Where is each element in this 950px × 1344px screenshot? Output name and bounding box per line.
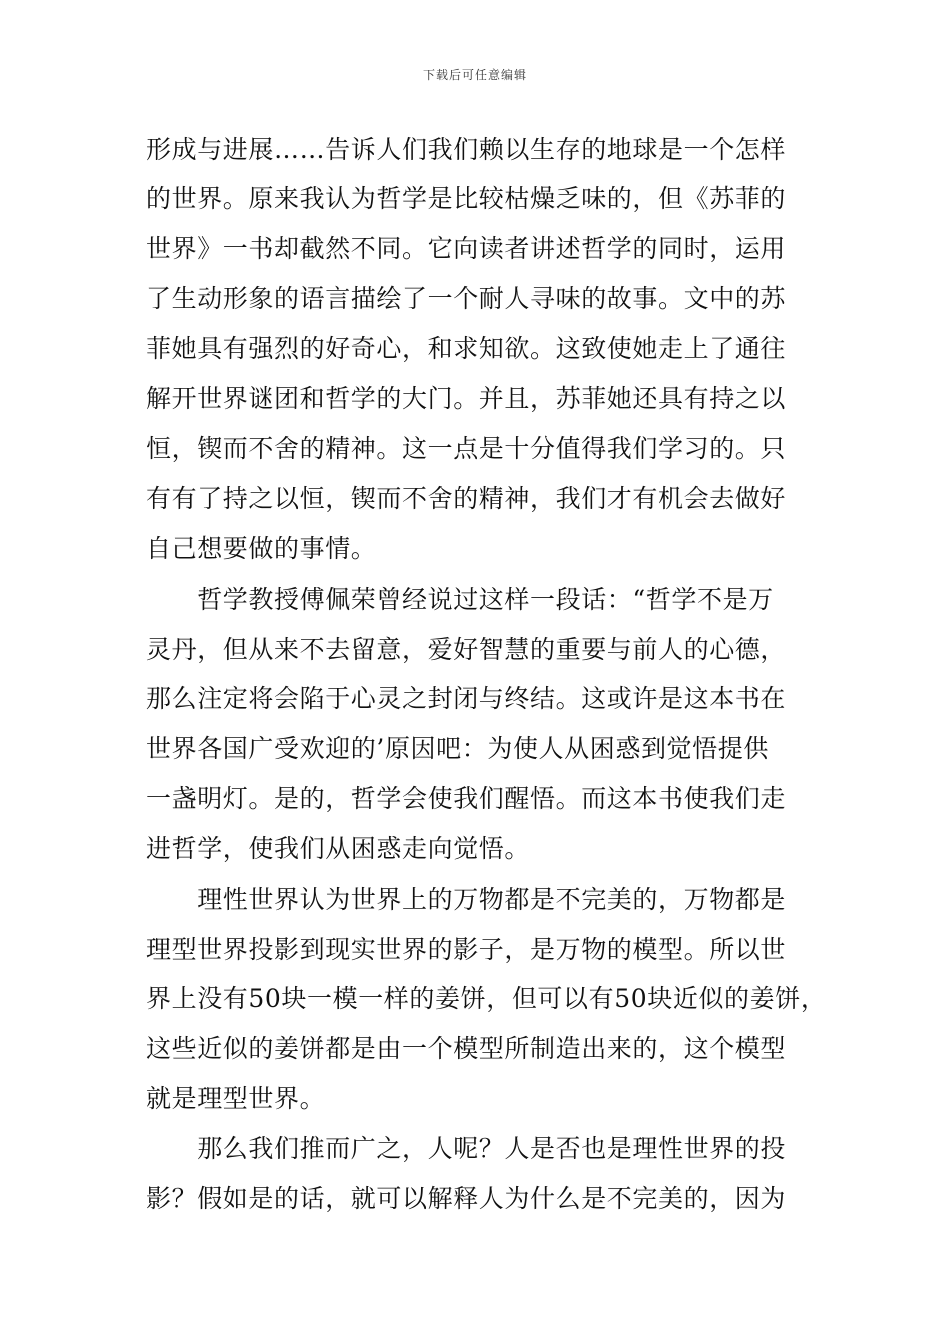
body-line: 这些近似的姜饼都是由一个模型所制造出来的，这个模型 (146, 1034, 787, 1063)
body-line: 一盏明灯。是的，哲学会使我们醒悟。而这本书使我们走 (146, 784, 787, 813)
body-line: 那么注定将会陷于心灵之封闭与终结。这或许是这本书在 (146, 684, 787, 713)
body-line: 自己想要做的事情。 (146, 534, 377, 563)
body-line: 有有了持之以恒，锲而不舍的精神，我们才有机会去做好 (146, 484, 787, 513)
body-line: 恒，锲而不舍的精神。这一点是十分值得我们学习的。只 (146, 434, 787, 463)
body-line: 那么我们推而广之，人呢？人是否也是理性世界的投 (146, 1134, 787, 1163)
body-line: 界上没有50块一模一样的姜饼，但可以有50块近似的姜饼， (146, 984, 827, 1013)
body-line: 就是理型世界。 (146, 1084, 326, 1113)
body-line: 菲她具有强烈的好奇心，和求知欲。这致使她走上了通往 (146, 334, 787, 363)
body-line: 哲学教授傅佩荣曾经说过这样一段话：“哲学不是万 (146, 585, 774, 614)
page-header-note: 下载后可任意编辑 (422, 68, 527, 82)
body-line: 形成与进展……告诉人们我们赖以生存的地球是一个怎样 (146, 135, 787, 164)
body-line: 影？假如是的话，就可以解释人为什么是不完美的，因为 (146, 1184, 787, 1213)
body-line: 世界各国广受欢迎的’原因吧：为使人从困惑到觉悟提供 (146, 734, 769, 763)
body-line: 灵丹，但从来不去留意，爱好智慧的重要与前人的心德， (146, 635, 787, 664)
body-line: 进哲学，使我们从困惑走向觉悟。 (146, 834, 531, 863)
body-line: 理性世界认为世界上的万物都是不完美的，万物都是 (146, 885, 787, 914)
body-line: 理型世界投影到现实世界的影子，是万物的模型。所以世 (146, 935, 787, 964)
body-line: 的世界。原来我认为哲学是比较枯燥乏味的，但《苏菲的 (146, 184, 787, 213)
body-line: 世界》一书却截然不同。它向读者讲述哲学的同时，运用 (146, 234, 787, 263)
body-line: 解开世界谜团和哲学的大门。并且，苏菲她还具有持之以 (146, 384, 787, 413)
body-line: 了生动形象的语言描绘了一个耐人寻味的故事。文中的苏 (146, 284, 787, 313)
